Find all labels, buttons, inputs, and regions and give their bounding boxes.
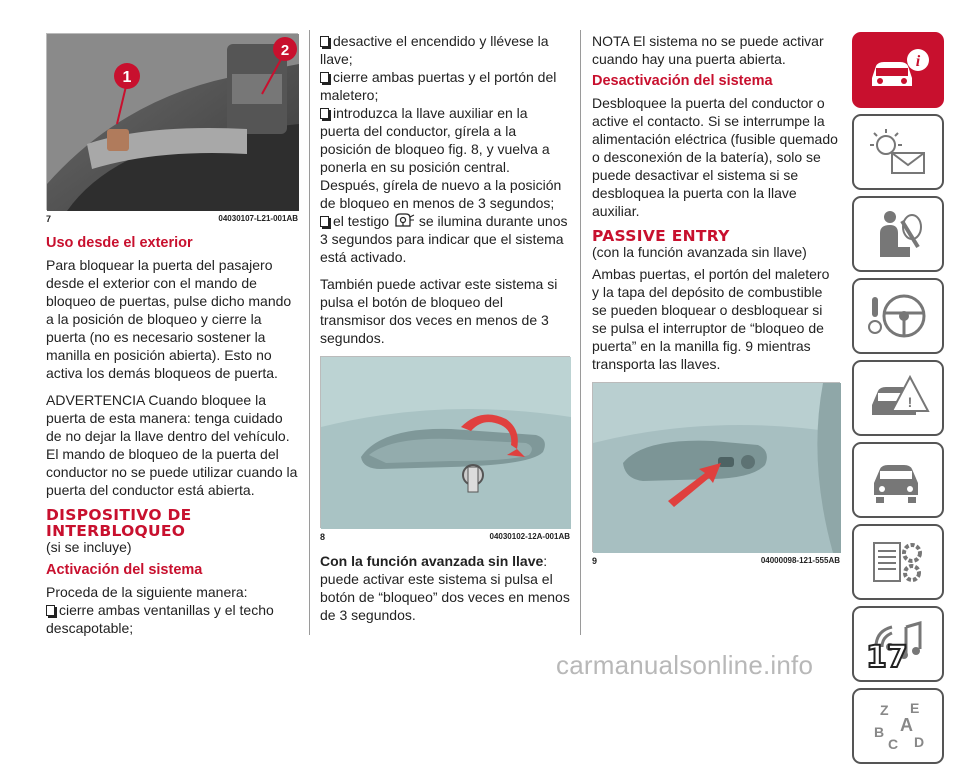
bullet-item-2-text: desactive el encendido y llévese la llave; bbox=[320, 33, 549, 67]
warning-lights-icon bbox=[866, 127, 930, 177]
checkbox-bullet-icon bbox=[320, 36, 329, 47]
door-handle-key-photo bbox=[321, 357, 571, 529]
tab-car-info[interactable] bbox=[852, 32, 944, 108]
heading-activacion: Activación del sistema bbox=[46, 562, 203, 578]
watermark-text: carmanualsonline.info bbox=[556, 650, 814, 680]
subheading-passive-entry: (con la función avanzada sin llave) bbox=[592, 244, 807, 260]
figure-9-caption bbox=[592, 556, 840, 566]
column-divider-1 bbox=[309, 30, 310, 635]
bullet-item-5-text-b: se ilumina durante unos 3 segundos para indicar que el sistema está activado. bbox=[320, 213, 568, 265]
index-letter: E bbox=[910, 700, 920, 716]
bullet-item-4 bbox=[320, 104, 570, 212]
checkbox-bullet-icon bbox=[320, 216, 329, 227]
subheading-si-se-incluye: (si se incluye) bbox=[46, 539, 132, 555]
tab-driving[interactable] bbox=[852, 278, 944, 354]
figure-7-number: 7 bbox=[46, 214, 52, 224]
paragraph-activacion: Proceda de la siguiente manera: bbox=[46, 584, 248, 600]
tab-emergency[interactable] bbox=[852, 360, 944, 436]
heading-funcion-avanzada-colon: : bbox=[543, 553, 548, 569]
index-letter: B bbox=[874, 724, 885, 740]
column-divider-2 bbox=[580, 30, 581, 635]
paragraph-avanzada: puede activar este sistema si pulsa el botón de “bloqueo” dos veces en menos de 3 segundos. bbox=[320, 571, 570, 623]
tab-warning-lights[interactable] bbox=[852, 114, 944, 190]
figure-9-image bbox=[592, 382, 840, 552]
paragraph-nota: NOTA El sistema no se puede activar cuando hay una puerta abierta. bbox=[592, 33, 824, 67]
heading-desactivacion: Desactivación del sistema bbox=[592, 73, 773, 89]
figure-8-code: 04030102-12A-001AB bbox=[489, 532, 570, 541]
checkbox-bullet-icon bbox=[320, 108, 329, 119]
index-letter: Z bbox=[880, 702, 889, 718]
svg-text:!: ! bbox=[907, 394, 913, 410]
car-service-icon bbox=[866, 453, 930, 507]
heading-funcion-avanzada-text: Con la función avanzada sin llave bbox=[320, 553, 544, 569]
index-letter: D bbox=[914, 734, 925, 750]
heading-funcion-avanzada bbox=[320, 552, 570, 570]
heading-dispositivo-line1: DISPOSITIVO DE bbox=[46, 506, 192, 524]
bullet-item-5 bbox=[320, 212, 570, 266]
figure-7-code: 04030107-L21-001AB bbox=[218, 214, 298, 223]
bullet-item-3-text: cierre ambas puertas y el portón del maletero; bbox=[320, 69, 557, 103]
car-breakdown-icon bbox=[866, 371, 930, 425]
figure-8-caption bbox=[320, 532, 570, 542]
door-interior-photo bbox=[47, 34, 299, 211]
paragraph-exterior: Para bloquear la puerta del pasajero desde el exterior con el mando de bloqueo de puertas, pulse dicho mando a la posición de bloqueo y cierre la puerta (no es necesario sostener la manilla en posición abierta). Esto no activa los demás bloqueos de puerta. bbox=[46, 257, 292, 381]
immobilizer-warning-light-icon bbox=[393, 212, 415, 228]
tab-safety[interactable] bbox=[852, 196, 944, 272]
paragraph-desactivacion: Desbloquee la puerta del conductor o active el contacto. Si se interrumpe la alimentación eléctrica (fusible quemado o desconexión de la batería), solo se puede desactivar el sistema si se desbloquea la puerta con la llave auxiliar. bbox=[592, 95, 838, 219]
index-letters-icon bbox=[866, 699, 930, 753]
column-3 bbox=[592, 32, 840, 576]
heading-dispositivo-line2: INTERBLOQUEO bbox=[46, 522, 186, 540]
bullet-item-1-text: cierre ambas ventanillas y el techo descapotable; bbox=[46, 602, 274, 636]
figure-9-number: 9 bbox=[592, 556, 598, 566]
figure-8-number: 8 bbox=[320, 532, 326, 542]
bullet-item-3 bbox=[320, 68, 570, 104]
column-2 bbox=[320, 32, 570, 633]
page-number: 17 bbox=[866, 640, 908, 675]
tab-maintenance[interactable] bbox=[852, 524, 944, 600]
index-letter: A bbox=[900, 715, 913, 735]
door-handle-button-photo bbox=[593, 383, 841, 553]
checkbox-bullet-icon bbox=[320, 72, 329, 83]
column-1 bbox=[46, 0, 298, 646]
figure-9-code: 04000098-121-555AB bbox=[760, 556, 840, 565]
callout-2-label: 2 bbox=[280, 42, 290, 59]
airbag-seat-icon bbox=[866, 207, 930, 261]
index-letter: C bbox=[888, 736, 899, 752]
tab-service[interactable] bbox=[852, 442, 944, 518]
heading-passive-entry: PASSIVE ENTRY bbox=[592, 227, 730, 245]
paragraph-warning: ADVERTENCIA Cuando bloquee la puerta de esta manera: tenga cuidado de no dejar la llave dentro del vehículo. El mando de bloqueo de la puerta del conductor no se puede utilizar cuando la puerta del conductor está abierta. bbox=[46, 392, 298, 498]
checkbox-bullet-icon bbox=[46, 605, 55, 616]
paragraph-passive-entry: Ambas puertas, el portón del maletero y la tapa del depósito de combustible se pueden bloquear o desbloquear si se pulsa el interruptor de “bloqueo de puerta” en la manilla fig. 9 mientras transporta las llaves. bbox=[592, 266, 830, 372]
maintenance-gear-icon bbox=[866, 535, 930, 589]
figure-7-caption bbox=[46, 214, 298, 224]
callout-1-label: 1 bbox=[122, 69, 132, 86]
figure-7-image bbox=[46, 33, 298, 210]
paragraph-tambien: También puede activar este sistema si pulsa el botón de bloqueo del transmisor dos veces en menos de 3 segundos. bbox=[320, 276, 558, 346]
heading-uso-exterior: Uso desde el exterior bbox=[46, 235, 193, 251]
steering-wheel-icon bbox=[866, 289, 930, 343]
svg-text:i: i bbox=[915, 53, 921, 70]
tab-index[interactable] bbox=[852, 688, 944, 764]
bullet-item-1 bbox=[46, 601, 298, 637]
figure-8-image bbox=[320, 356, 570, 528]
bullet-item-5-text-a: el testigo bbox=[333, 213, 390, 229]
bullet-item-2 bbox=[320, 32, 570, 68]
car-info-icon bbox=[866, 48, 930, 92]
bullet-item-4-text: introduzca la llave auxiliar en la puerta del conductor, gírela a la posición de bloqueo fig. 8, y vuelva a ponerla en su posición central. Después, gírela de nuevo a la posición de bloqueo en menos de 3 segundos; bbox=[320, 105, 562, 211]
